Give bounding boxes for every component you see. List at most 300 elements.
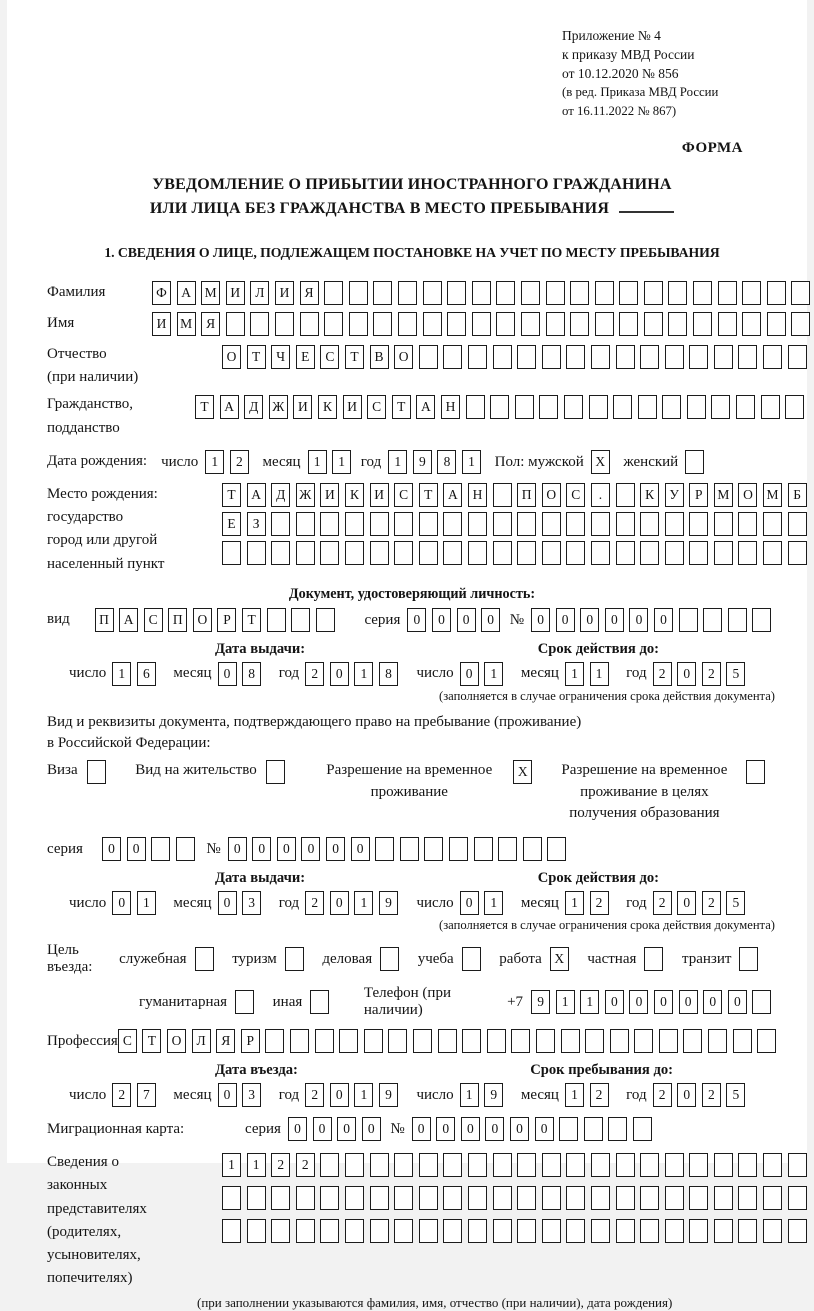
form-cell[interactable] — [536, 1029, 555, 1053]
form-cell[interactable]: 0 — [288, 1117, 307, 1141]
form-cell[interactable] — [542, 1153, 561, 1177]
form-cell[interactable] — [659, 1029, 678, 1053]
form-cell[interactable]: 1 — [462, 450, 481, 474]
form-cell[interactable] — [222, 1186, 241, 1210]
form-cell[interactable] — [320, 1186, 339, 1210]
form-cell[interactable] — [388, 1029, 407, 1053]
form-cell[interactable] — [788, 1153, 807, 1177]
form-cell[interactable] — [542, 541, 561, 565]
form-cell[interactable] — [610, 1029, 629, 1053]
form-cell[interactable] — [345, 1186, 364, 1210]
form-cell[interactable] — [266, 760, 285, 784]
form-cell[interactable] — [708, 1029, 727, 1053]
form-cell[interactable]: Т — [392, 395, 411, 419]
form-cell[interactable] — [570, 312, 589, 336]
form-cell[interactable] — [300, 312, 319, 336]
form-cell[interactable] — [296, 541, 315, 565]
form-cell[interactable] — [718, 281, 737, 305]
form-cell[interactable] — [608, 1117, 627, 1141]
form-cell[interactable] — [271, 1219, 290, 1243]
form-cell[interactable]: П — [517, 483, 536, 507]
form-cell[interactable] — [742, 281, 761, 305]
form-cell[interactable] — [466, 395, 485, 419]
form-cell[interactable] — [638, 395, 657, 419]
form-cell[interactable] — [785, 395, 804, 419]
form-cell[interactable]: А — [220, 395, 239, 419]
form-cell[interactable] — [247, 1186, 266, 1210]
form-cell[interactable] — [419, 512, 438, 536]
form-cell[interactable]: А — [247, 483, 266, 507]
form-cell[interactable]: 0 — [112, 891, 131, 915]
form-cell[interactable]: 1 — [112, 662, 131, 686]
form-cell[interactable]: У — [665, 483, 684, 507]
form-cell[interactable]: 2 — [305, 891, 324, 915]
form-cell[interactable] — [291, 608, 310, 632]
form-cell[interactable] — [493, 512, 512, 536]
form-cell[interactable] — [665, 541, 684, 565]
form-cell[interactable] — [468, 541, 487, 565]
form-cell[interactable] — [728, 608, 747, 632]
form-cell[interactable]: А — [416, 395, 435, 419]
form-cell[interactable]: X — [591, 450, 610, 474]
form-cell[interactable] — [763, 512, 782, 536]
form-cell[interactable] — [640, 345, 659, 369]
form-cell[interactable] — [546, 312, 565, 336]
form-cell[interactable] — [493, 1153, 512, 1177]
form-cell[interactable] — [689, 1186, 708, 1210]
form-cell[interactable] — [493, 483, 512, 507]
form-cell[interactable] — [616, 1186, 635, 1210]
form-cell[interactable]: 2 — [590, 1083, 609, 1107]
form-cell[interactable] — [714, 1153, 733, 1177]
form-cell[interactable]: 0 — [362, 1117, 381, 1141]
form-cell[interactable]: Р — [241, 1029, 260, 1053]
form-cell[interactable] — [472, 312, 491, 336]
form-cell[interactable] — [746, 760, 765, 784]
form-cell[interactable] — [515, 395, 534, 419]
form-cell[interactable]: 0 — [102, 837, 121, 861]
form-cell[interactable]: 0 — [461, 1117, 480, 1141]
form-cell[interactable] — [468, 1153, 487, 1177]
form-cell[interactable] — [589, 395, 608, 419]
form-cell[interactable]: 0 — [277, 837, 296, 861]
form-cell[interactable] — [310, 990, 329, 1014]
form-cell[interactable] — [733, 1029, 752, 1053]
form-cell[interactable] — [693, 312, 712, 336]
form-cell[interactable]: Д — [244, 395, 263, 419]
form-cell[interactable]: 0 — [510, 1117, 529, 1141]
form-cell[interactable]: 0 — [218, 1083, 237, 1107]
form-cell[interactable] — [271, 1186, 290, 1210]
form-cell[interactable]: 0 — [677, 891, 696, 915]
form-cell[interactable]: . — [591, 483, 610, 507]
form-cell[interactable] — [413, 1029, 432, 1053]
form-cell[interactable] — [683, 1029, 702, 1053]
form-cell[interactable] — [634, 1029, 653, 1053]
form-cell[interactable] — [468, 1219, 487, 1243]
form-cell[interactable]: 0 — [629, 990, 648, 1014]
form-cell[interactable] — [542, 512, 561, 536]
form-cell[interactable] — [788, 1186, 807, 1210]
form-cell[interactable]: 1 — [222, 1153, 241, 1177]
form-cell[interactable] — [742, 312, 761, 336]
form-cell[interactable]: М — [763, 483, 782, 507]
form-cell[interactable]: А — [119, 608, 138, 632]
form-cell[interactable] — [320, 1153, 339, 1177]
form-cell[interactable]: Ж — [269, 395, 288, 419]
form-cell[interactable]: 0 — [728, 990, 747, 1014]
form-cell[interactable] — [345, 1219, 364, 1243]
form-cell[interactable] — [226, 312, 245, 336]
form-cell[interactable] — [487, 1029, 506, 1053]
form-cell[interactable]: 9 — [484, 1083, 503, 1107]
form-cell[interactable] — [517, 345, 536, 369]
form-cell[interactable]: 0 — [580, 608, 599, 632]
form-cell[interactable]: И — [343, 395, 362, 419]
form-cell[interactable]: О — [193, 608, 212, 632]
form-cell[interactable] — [566, 345, 585, 369]
form-cell[interactable] — [591, 1186, 610, 1210]
form-cell[interactable]: С — [367, 395, 386, 419]
form-cell[interactable]: С — [320, 345, 339, 369]
form-cell[interactable] — [564, 395, 583, 419]
form-cell[interactable] — [271, 541, 290, 565]
form-cell[interactable] — [443, 1186, 462, 1210]
form-cell[interactable]: 3 — [242, 891, 261, 915]
form-cell[interactable]: Т — [345, 345, 364, 369]
form-cell[interactable] — [665, 512, 684, 536]
form-cell[interactable] — [591, 512, 610, 536]
form-cell[interactable]: 1 — [332, 450, 351, 474]
form-cell[interactable] — [447, 312, 466, 336]
form-cell[interactable] — [640, 1186, 659, 1210]
form-cell[interactable] — [714, 541, 733, 565]
form-cell[interactable] — [679, 608, 698, 632]
form-cell[interactable] — [394, 1153, 413, 1177]
form-cell[interactable]: Я — [201, 312, 220, 336]
form-cell[interactable]: 0 — [313, 1117, 332, 1141]
form-cell[interactable]: Т — [222, 483, 241, 507]
form-cell[interactable]: 2 — [653, 891, 672, 915]
form-cell[interactable]: Р — [689, 483, 708, 507]
form-cell[interactable]: А — [177, 281, 196, 305]
form-cell[interactable] — [290, 1029, 309, 1053]
form-cell[interactable] — [523, 837, 542, 861]
form-cell[interactable] — [349, 312, 368, 336]
form-cell[interactable] — [468, 345, 487, 369]
form-cell[interactable] — [324, 281, 343, 305]
form-cell[interactable] — [570, 281, 589, 305]
form-cell[interactable] — [616, 345, 635, 369]
form-cell[interactable] — [644, 281, 663, 305]
form-cell[interactable] — [689, 512, 708, 536]
form-cell[interactable]: 5 — [726, 1083, 745, 1107]
form-cell[interactable] — [616, 1153, 635, 1177]
form-cell[interactable] — [687, 395, 706, 419]
form-cell[interactable] — [285, 947, 304, 971]
form-cell[interactable]: О — [167, 1029, 186, 1053]
form-cell[interactable]: 0 — [407, 608, 426, 632]
form-cell[interactable]: П — [168, 608, 187, 632]
form-cell[interactable] — [275, 312, 294, 336]
form-cell[interactable] — [644, 312, 663, 336]
form-cell[interactable]: О — [542, 483, 561, 507]
form-cell[interactable]: 0 — [326, 837, 345, 861]
form-cell[interactable]: 1 — [565, 662, 584, 686]
form-cell[interactable] — [490, 395, 509, 419]
form-cell[interactable] — [767, 312, 786, 336]
form-cell[interactable] — [591, 1153, 610, 1177]
form-cell[interactable]: Ж — [296, 483, 315, 507]
form-cell[interactable]: Я — [300, 281, 319, 305]
form-cell[interactable]: Е — [222, 512, 241, 536]
form-cell[interactable] — [400, 837, 419, 861]
form-cell[interactable] — [757, 1029, 776, 1053]
form-cell[interactable]: О — [394, 345, 413, 369]
form-cell[interactable] — [703, 608, 722, 632]
form-cell[interactable]: Т — [142, 1029, 161, 1053]
form-cell[interactable]: 1 — [308, 450, 327, 474]
form-cell[interactable]: И — [293, 395, 312, 419]
form-cell[interactable] — [616, 512, 635, 536]
form-cell[interactable]: И — [152, 312, 171, 336]
form-cell[interactable] — [176, 837, 195, 861]
form-cell[interactable]: 2 — [305, 662, 324, 686]
form-cell[interactable] — [738, 1219, 757, 1243]
form-cell[interactable]: 0 — [457, 608, 476, 632]
form-cell[interactable] — [591, 1219, 610, 1243]
form-cell[interactable]: Р — [217, 608, 236, 632]
form-cell[interactable]: 2 — [305, 1083, 324, 1107]
form-cell[interactable]: Л — [192, 1029, 211, 1053]
form-cell[interactable] — [419, 541, 438, 565]
form-cell[interactable] — [472, 281, 491, 305]
form-cell[interactable]: М — [714, 483, 733, 507]
form-cell[interactable] — [296, 512, 315, 536]
form-cell[interactable]: 0 — [301, 837, 320, 861]
form-cell[interactable]: 0 — [605, 990, 624, 1014]
form-cell[interactable] — [370, 512, 389, 536]
form-cell[interactable]: X — [513, 760, 532, 784]
form-cell[interactable] — [521, 312, 540, 336]
form-cell[interactable] — [665, 1153, 684, 1177]
form-cell[interactable] — [542, 1186, 561, 1210]
form-cell[interactable] — [791, 281, 810, 305]
form-cell[interactable]: 0 — [485, 1117, 504, 1141]
form-cell[interactable] — [195, 947, 214, 971]
form-cell[interactable]: 0 — [703, 990, 722, 1014]
form-cell[interactable] — [462, 947, 481, 971]
form-cell[interactable]: 5 — [726, 891, 745, 915]
form-cell[interactable] — [345, 512, 364, 536]
form-cell[interactable] — [584, 1117, 603, 1141]
form-cell[interactable]: Л — [250, 281, 269, 305]
form-cell[interactable]: 0 — [337, 1117, 356, 1141]
form-cell[interactable] — [394, 512, 413, 536]
form-cell[interactable]: 1 — [354, 662, 373, 686]
form-cell[interactable]: 0 — [436, 1117, 455, 1141]
form-cell[interactable] — [566, 512, 585, 536]
form-cell[interactable]: 2 — [271, 1153, 290, 1177]
form-cell[interactable]: 2 — [653, 662, 672, 686]
form-cell[interactable] — [595, 281, 614, 305]
form-cell[interactable]: Н — [441, 395, 460, 419]
form-cell[interactable] — [693, 281, 712, 305]
form-cell[interactable]: С — [394, 483, 413, 507]
form-cell[interactable]: Т — [242, 608, 261, 632]
form-cell[interactable] — [419, 1153, 438, 1177]
form-cell[interactable] — [222, 1219, 241, 1243]
form-cell[interactable] — [566, 1219, 585, 1243]
form-cell[interactable] — [738, 541, 757, 565]
form-cell[interactable] — [752, 608, 771, 632]
form-cell[interactable] — [247, 541, 266, 565]
form-cell[interactable] — [517, 512, 536, 536]
form-cell[interactable]: И — [370, 483, 389, 507]
form-cell[interactable]: X — [550, 947, 569, 971]
form-cell[interactable] — [265, 1029, 284, 1053]
form-cell[interactable]: 0 — [654, 608, 673, 632]
form-cell[interactable] — [546, 281, 565, 305]
form-cell[interactable] — [566, 1153, 585, 1177]
form-cell[interactable] — [394, 1219, 413, 1243]
form-cell[interactable]: 0 — [412, 1117, 431, 1141]
form-cell[interactable] — [714, 1186, 733, 1210]
form-cell[interactable]: 1 — [580, 990, 599, 1014]
form-cell[interactable] — [718, 312, 737, 336]
form-cell[interactable]: Т — [195, 395, 214, 419]
form-cell[interactable] — [87, 760, 106, 784]
form-cell[interactable] — [767, 281, 786, 305]
form-cell[interactable] — [443, 1153, 462, 1177]
form-cell[interactable] — [714, 345, 733, 369]
form-cell[interactable] — [738, 1153, 757, 1177]
form-cell[interactable]: 2 — [230, 450, 249, 474]
form-cell[interactable]: 0 — [535, 1117, 554, 1141]
form-cell[interactable] — [711, 395, 730, 419]
form-cell[interactable]: М — [201, 281, 220, 305]
form-cell[interactable]: 5 — [726, 662, 745, 686]
form-cell[interactable] — [364, 1029, 383, 1053]
form-cell[interactable] — [738, 512, 757, 536]
form-cell[interactable]: 1 — [565, 891, 584, 915]
form-cell[interactable]: Т — [247, 345, 266, 369]
form-cell[interactable]: К — [640, 483, 659, 507]
form-cell[interactable] — [763, 541, 782, 565]
form-cell[interactable] — [788, 345, 807, 369]
form-cell[interactable]: 0 — [218, 891, 237, 915]
form-cell[interactable]: И — [275, 281, 294, 305]
form-cell[interactable] — [443, 512, 462, 536]
form-cell[interactable]: 0 — [531, 608, 550, 632]
form-cell[interactable]: 2 — [296, 1153, 315, 1177]
form-cell[interactable]: И — [320, 483, 339, 507]
form-cell[interactable] — [151, 837, 170, 861]
form-cell[interactable] — [714, 1219, 733, 1243]
form-cell[interactable]: 0 — [460, 891, 479, 915]
form-cell[interactable] — [394, 1186, 413, 1210]
form-cell[interactable] — [521, 281, 540, 305]
form-cell[interactable] — [443, 345, 462, 369]
form-cell[interactable]: 0 — [679, 990, 698, 1014]
form-cell[interactable]: 2 — [702, 891, 721, 915]
form-cell[interactable]: Я — [216, 1029, 235, 1053]
form-cell[interactable] — [320, 1219, 339, 1243]
form-cell[interactable] — [468, 512, 487, 536]
form-cell[interactable]: 0 — [605, 608, 624, 632]
form-cell[interactable] — [419, 345, 438, 369]
form-cell[interactable] — [423, 312, 442, 336]
form-cell[interactable] — [222, 541, 241, 565]
form-cell[interactable] — [791, 312, 810, 336]
form-cell[interactable] — [394, 541, 413, 565]
form-cell[interactable] — [316, 608, 335, 632]
form-cell[interactable] — [689, 1153, 708, 1177]
form-cell[interactable] — [763, 345, 782, 369]
form-cell[interactable] — [640, 1219, 659, 1243]
form-cell[interactable]: 2 — [702, 1083, 721, 1107]
form-cell[interactable] — [250, 312, 269, 336]
form-cell[interactable] — [380, 947, 399, 971]
form-cell[interactable] — [498, 837, 517, 861]
form-cell[interactable]: 0 — [252, 837, 271, 861]
form-cell[interactable] — [539, 395, 558, 419]
form-cell[interactable]: 1 — [484, 662, 503, 686]
form-cell[interactable] — [370, 1186, 389, 1210]
form-cell[interactable] — [424, 837, 443, 861]
form-cell[interactable]: 1 — [247, 1153, 266, 1177]
form-cell[interactable] — [613, 395, 632, 419]
form-cell[interactable] — [752, 990, 771, 1014]
form-cell[interactable] — [443, 1219, 462, 1243]
form-cell[interactable] — [591, 345, 610, 369]
form-cell[interactable]: 2 — [653, 1083, 672, 1107]
form-cell[interactable]: 6 — [137, 662, 156, 686]
form-cell[interactable] — [616, 483, 635, 507]
form-cell[interactable] — [443, 541, 462, 565]
form-cell[interactable] — [438, 1029, 457, 1053]
form-cell[interactable]: 1 — [137, 891, 156, 915]
form-cell[interactable]: 1 — [205, 450, 224, 474]
form-cell[interactable] — [665, 1219, 684, 1243]
form-cell[interactable]: 2 — [702, 662, 721, 686]
form-cell[interactable]: 0 — [654, 990, 673, 1014]
form-cell[interactable] — [761, 395, 780, 419]
form-cell[interactable] — [665, 345, 684, 369]
form-cell[interactable]: А — [443, 483, 462, 507]
form-cell[interactable]: П — [95, 608, 114, 632]
form-cell[interactable]: 9 — [413, 450, 432, 474]
form-cell[interactable] — [559, 1117, 578, 1141]
form-cell[interactable]: 0 — [127, 837, 146, 861]
form-cell[interactable] — [585, 1029, 604, 1053]
form-cell[interactable] — [493, 1219, 512, 1243]
form-cell[interactable]: 1 — [484, 891, 503, 915]
form-cell[interactable] — [542, 1219, 561, 1243]
form-cell[interactable]: 0 — [677, 662, 696, 686]
form-cell[interactable] — [315, 1029, 334, 1053]
form-cell[interactable]: З — [247, 512, 266, 536]
form-cell[interactable]: 9 — [379, 1083, 398, 1107]
form-cell[interactable]: 1 — [354, 1083, 373, 1107]
form-cell[interactable] — [296, 1219, 315, 1243]
form-cell[interactable] — [763, 1153, 782, 1177]
form-cell[interactable]: 9 — [531, 990, 550, 1014]
form-cell[interactable]: О — [738, 483, 757, 507]
form-cell[interactable] — [738, 1186, 757, 1210]
form-cell[interactable]: 1 — [565, 1083, 584, 1107]
form-cell[interactable]: 0 — [460, 662, 479, 686]
